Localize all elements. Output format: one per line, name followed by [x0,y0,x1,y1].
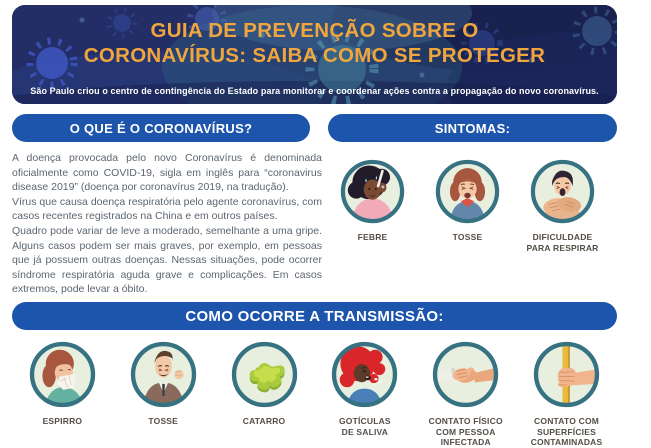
transmission-item-saliva [314,341,415,448]
contaminated-surface-icon [533,341,600,408]
about-text-block [12,151,322,297]
transmission-label: TOSSE [148,416,179,426]
section-heading-symptoms: SINTOMAS: [328,114,617,142]
symptom-item-cough [420,159,515,253]
transmission-label: GOTÍCULAS DE SALIVA [338,416,391,437]
transmission-item-phlegm [214,341,315,448]
section-heading-about: O QUE É O CORONAVÍRUS? [12,114,310,142]
symptom-label: FEBRE [357,232,388,242]
transmission-label: CONTATO COM SUPERFÍCIES CONTAMINADAS [530,416,603,447]
fever-icon [340,159,405,224]
transmission-item-contaminated-surface [516,341,617,448]
saliva-droplets-icon [331,341,398,408]
page-title-line1: GUIA DE PREVENÇÃO SOBRE O [150,19,479,42]
section-heading-transmission: COMO OCORRE A TRANSMISSÃO: [12,302,617,330]
handshake-icon [432,341,499,408]
about-paragraph: Vírus que causa doença respiratória pelo agente coronavírus, com casos recentes registrados na China e em outros países. [12,195,322,223]
page-title-line2: CORONAVÍRUS: SAIBA COMO SE PROTEGER [83,44,546,67]
symptom-label: TOSSE [452,232,483,242]
cough-icon [435,159,500,224]
about-paragraph: Quadro pode variar de leve a moderado, semelhante a uma gripe. Alguns casos podem ser mais graves, por exemplo, em pessoas que já possuem outras doenças. Nessas situações, pode ocorrer síndrome respiratória aguda grave e complicações. Em casos extremos, pode levar a óbito. [12,224,322,296]
transmission-item-cough [113,341,214,448]
transmission-item-physical-contact [415,341,516,448]
transmission-label: CONTATO FÍSICO COM PESSOA INFECTADA [428,416,503,447]
symptom-item-breathing [515,159,610,253]
symptom-label: DIFICULDADE PARA RESPIRAR [526,232,599,253]
symptom-item-fever [325,159,420,253]
transmission-label: ESPIRRO [42,416,83,426]
cough-man-icon [130,341,197,408]
symptoms-row [325,159,610,253]
sneeze-icon [29,341,96,408]
page-title [12,18,617,68]
transmission-item-sneeze [12,341,113,448]
breathing-difficulty-icon [530,159,595,224]
about-paragraph: A doença provocada pelo novo Coronavírus é denominada oficialmente como COVID-19, sigla em inglês para “coronavirus disease 2019” (doença por coronavírus 2019, na tradução). [12,152,322,194]
header-banner [12,5,617,104]
transmission-label: CATARRO [242,416,286,426]
phlegm-icon [231,341,298,408]
header-subtitle: São Paulo criou o centro de contingência do Estado para monitorar e coordenar ações contra a propagação do novo coronavírus. [30,86,599,96]
transmission-row [12,341,617,448]
